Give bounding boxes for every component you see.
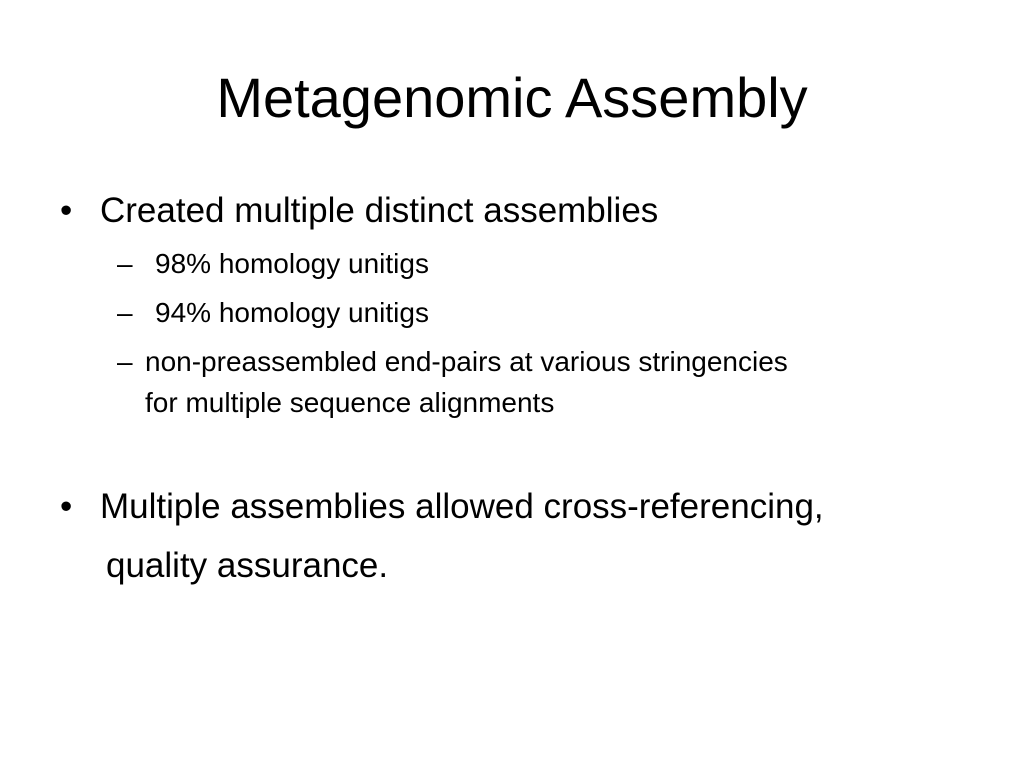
bullet-marker: • xyxy=(60,487,73,526)
subitem-marker: – xyxy=(117,248,133,279)
bullet-text-line-1: Multiple assemblies allowed cross-referencing, xyxy=(100,487,824,526)
bullet-text-line-2: quality assurance. xyxy=(106,546,389,585)
subitem-text: 94% homology unitigs xyxy=(155,297,429,328)
subitem-marker: – xyxy=(117,297,133,328)
subitem-text: 98% homology unitigs xyxy=(155,248,429,279)
subitem-text-line-1: non-preassembled end-pairs at various stringencies xyxy=(145,346,788,377)
bullet-marker: • xyxy=(60,191,73,230)
slide-title: Metagenomic Assembly xyxy=(216,66,808,129)
subitem-text-line-2: for multiple sequence alignments xyxy=(145,387,555,418)
bullet-text: Created multiple distinct assemblies xyxy=(100,191,659,230)
subitem-marker: – xyxy=(117,346,133,377)
